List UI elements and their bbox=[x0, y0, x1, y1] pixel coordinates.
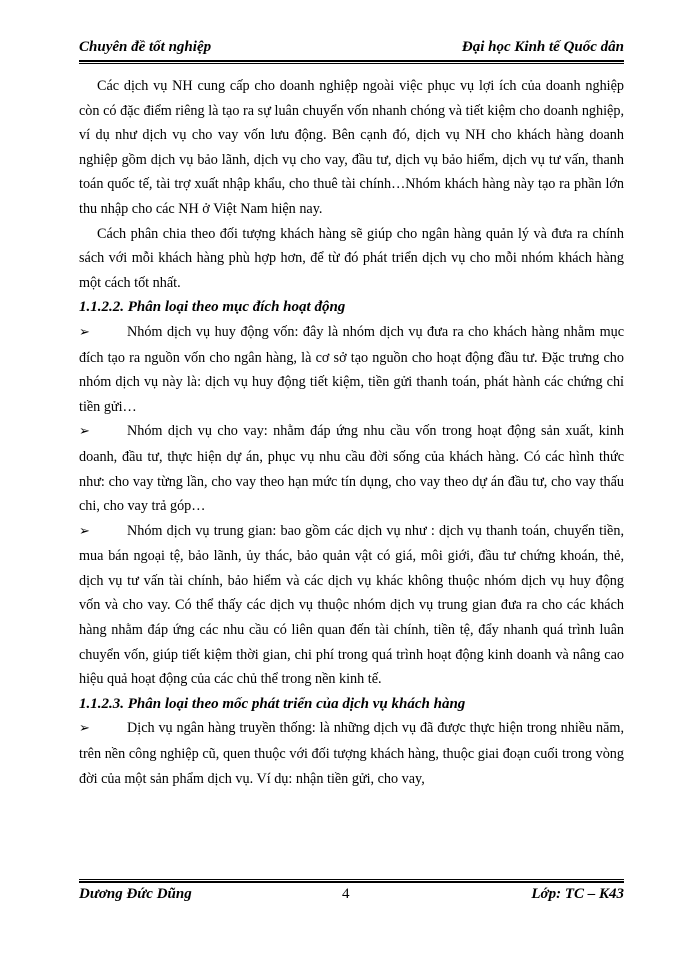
header-document-type: Chuyên đề tốt nghiệp bbox=[79, 39, 212, 55]
arrow-bullet-icon: ➢ bbox=[79, 523, 90, 539]
bullet-traditional-services bbox=[79, 716, 624, 791]
arrow-bullet-icon: ➢ bbox=[79, 721, 90, 737]
bullet-capital-mobilization bbox=[79, 320, 624, 419]
arrow-bullet-icon: ➢ bbox=[79, 424, 90, 440]
page-number: 4 bbox=[342, 886, 350, 902]
footer-class: Lớp: TC – K43 bbox=[531, 886, 624, 902]
page-header bbox=[79, 35, 624, 57]
bullet-lending bbox=[79, 419, 624, 518]
bullet-text: Dịch vụ ngân hàng truyền thống: là những dịch vụ đã được thực hiện trong nhiều năm, trên nền công nghiệp cũ, quen thuộc với đối tượng khách hàng, thuộc giai đoạn cuối trong vòng đời của một sản phẩm dịch vụ. Ví dụ: nhận tiền gửi, cho vay, bbox=[79, 720, 624, 787]
page-footer bbox=[79, 886, 624, 908]
bullet-text: Nhóm dịch vụ cho vay: nhằm đáp ứng nhu cầu vốn trong hoạt động sản xuất, kinh doanh, đầu tư, thực hiện dự án, phục vụ nhu cầu đời sống của khách hàng. Có các hình thức như: cho vay từng lần, cho vay theo hạn mức tín dụng, cho vay theo dự án đầu tư, cho vay thấu chi, cho vay trả góp… bbox=[79, 423, 624, 515]
footer-author: Dương Đức Dũng bbox=[79, 886, 192, 902]
bullet-text: Nhóm dịch vụ trung gian: bao gồm các dịch vụ như : dịch vụ thanh toán, chuyển tiền, mua bán ngoại tệ, bảo lãnh, ủy thác, bảo quản vật có giá, môi giới, đầu tư chứng khoán, thẻ, dịch vụ tư vấn tài chính, bảo hiểm và các dịch vụ khác không thuộc nhóm dịch vụ huy động vốn và cho vay. Có thể thấy các dịch vụ thuộc nhóm dịch vụ trung gian đưa ra cho các khách hàng nhằm đáp ứng các nhu cầu có liên quan đến tài chính, tiền tệ, đẩy nhanh quá trình luân chuyển vốn, giúp tiết kiệm thời gian, chi phí trong quá trình hoạt động kinh doanh và nâng cao hiệu quả hoạt động của các chủ thể trong nền kinh tế. bbox=[79, 522, 624, 688]
page-body bbox=[79, 74, 624, 791]
paragraph-classification-summary: Cách phân chia theo đối tượng khách hàng sẽ giúp cho ngân hàng quản lý và đưa ra chính sách với mỗi khách hàng phù hợp hơn, để từ đó phát triển dịch vụ cho mỗi nhóm khách hàng một cách tốt nhất. bbox=[79, 225, 624, 291]
header-university: Đại học Kinh tế Quốc dân bbox=[461, 39, 624, 55]
header-divider bbox=[79, 60, 624, 64]
section-heading-purpose: 1.1.2.2. Phân loại theo mục đích hoạt động bbox=[79, 299, 346, 316]
footer-divider bbox=[79, 879, 624, 883]
bullet-text: Nhóm dịch vụ huy động vốn: đây là nhóm dịch vụ đưa ra cho khách hàng nhằm mục đích tạo ra nguồn vốn cho ngân hàng, là cơ sở tạo nguồn cho hoạt động đầu tư. Đặc trưng cho nhóm dịch vụ này là: dịch vụ huy động tiết kiệm, tiền gửi thanh toán, phát hành các chứng chỉ tiền gửi… bbox=[79, 323, 624, 415]
bullet-intermediary bbox=[79, 519, 624, 692]
paragraph-enterprise-services: Các dịch vụ NH cung cấp cho doanh nghiệp ngoài việc phục vụ lợi ích của doanh nghiệp còn có đặc điểm riêng là tạo ra sự luân chuyển vốn nhanh chóng và tiết kiệm cho doanh nghiệp, ví dụ như dịch vụ cho vay vốn lưu động. Bên cạnh đó, dịch vụ NH cho khách hàng doanh nghiệp gồm dịch vụ bảo lãnh, dịch vụ cho vay, đầu tư, dịch vụ bảo hiểm, dịch vụ tư vấn, thanh toán quốc tế, tài trợ xuất nhập khẩu, cho thuê tài chính…Nhóm khách hàng này tạo ra phần lớn thu nhập cho các NH ở Việt Nam hiện nay. bbox=[79, 78, 624, 217]
arrow-bullet-icon: ➢ bbox=[79, 324, 90, 340]
section-heading-development: 1.1.2.3. Phân loại theo mốc phát triển của dịch vụ khách hàng bbox=[79, 695, 466, 712]
